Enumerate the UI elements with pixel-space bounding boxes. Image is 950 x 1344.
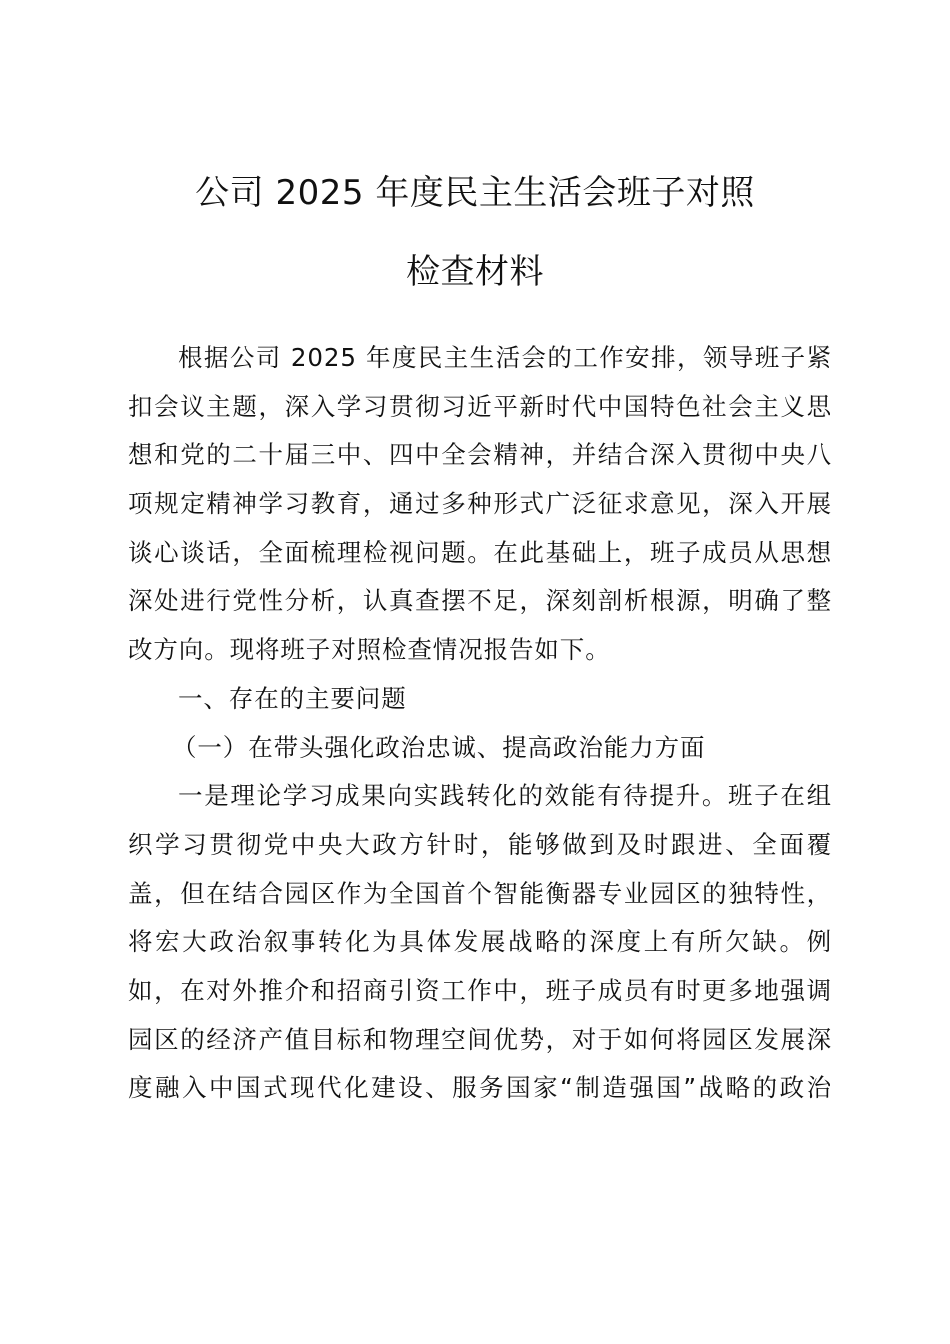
- point-paragraph-line: 盖，但在结合园区作为全国首个智能衡器专业园区的独特性，: [128, 878, 832, 908]
- intro-paragraph-line: 深处进行党性分析，认真查摆不足，深刻剖析根源，明确了整: [128, 586, 832, 616]
- point-paragraph-line: 园区的经济产值目标和物理空间优势，对于如何将园区发展深: [128, 1024, 832, 1054]
- point-paragraph-line: 一是理论学习成果向实践转化的效能有待提升。班子在组: [178, 781, 832, 811]
- point-paragraph-line: 度融入中国式现代化建设、服务国家“制造强国”战略的政治: [128, 1073, 832, 1103]
- document-body: [128, 334, 832, 1113]
- title-line-1: 公司 2025 年度民主生活会班子对照: [195, 173, 755, 213]
- intro-paragraph-line: 想和党的二十届三中、四中全会精神，并结合深入贯彻中央八: [128, 440, 832, 470]
- intro-paragraph-line: 改方向。现将班子对照检查情况报告如下。: [128, 635, 611, 665]
- point-paragraph-line: 如，在对外推介和招商引资工作中，班子成员有时更多地强调: [128, 975, 832, 1005]
- intro-paragraph-line: 根据公司 2025 年度民主生活会的工作安排，领导班子紧: [178, 343, 832, 372]
- section-heading: 一、存在的主要问题: [178, 683, 407, 713]
- point-paragraph-line: 织学习贯彻党中央大政方针时，能够做到及时跟进、全面覆: [128, 829, 832, 859]
- intro-paragraph-line: 项规定精神学习教育，通过多种形式广泛征求意见，深入开展: [128, 489, 832, 519]
- point-paragraph-line: 将宏大政治叙事转化为具体发展战略的深度上有所欠缺。例: [128, 927, 832, 957]
- subsection-heading: （一）在带头强化政治忠诚、提高政治能力方面: [172, 732, 706, 762]
- intro-paragraph-line: 扣会议主题，深入学习贯彻习近平新时代中国特色社会主义思: [128, 391, 832, 421]
- title-line-2: 检查材料: [406, 252, 544, 292]
- intro-paragraph-line: 谈心谈话，全面梳理检视问题。在此基础上，班子成员从思想: [128, 537, 832, 567]
- document-title: [0, 173, 950, 292]
